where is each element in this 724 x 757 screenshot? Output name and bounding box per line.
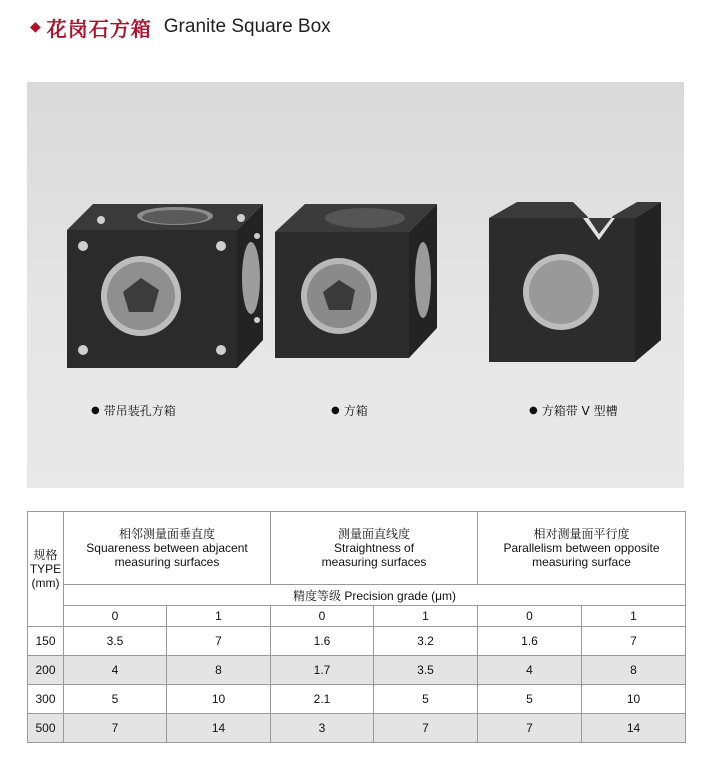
table-row: [28, 656, 686, 685]
parallelism-header: [478, 512, 686, 585]
table-row: [28, 714, 686, 743]
value-cell: 7: [374, 714, 478, 743]
type-cell: 150: [28, 627, 64, 656]
value-cell: 1.6: [478, 627, 582, 656]
grade-cell: 0: [478, 606, 582, 627]
type-header-cell: [28, 512, 64, 627]
grade-cell: 0: [64, 606, 167, 627]
value-cell: 8: [167, 656, 271, 685]
group-header-en: measuring surfaces: [321, 555, 427, 569]
table-row: [28, 627, 686, 656]
grade-cell: 0: [271, 606, 374, 627]
value-cell: 3.5: [374, 656, 478, 685]
value-cell: 10: [167, 685, 271, 714]
precision-spec-table: [27, 511, 686, 743]
group-header-cn: 相邻测量面垂直度: [119, 527, 216, 541]
value-cell: 4: [64, 656, 167, 685]
value-cell: 5: [374, 685, 478, 714]
cube-with-lifting-holes-image: [63, 200, 268, 370]
diamond-bullet-icon: ◆: [30, 19, 41, 35]
value-cell: 7: [478, 714, 582, 743]
group-header-en: Squareness between abjacent: [86, 541, 248, 555]
table-row: [28, 685, 686, 714]
type-cell: 200: [28, 656, 64, 685]
group-header-en: measuring surface: [532, 555, 631, 569]
type-cell: 500: [28, 714, 64, 743]
grade-cell: 1: [582, 606, 686, 627]
caption-lifting-hole-box: [91, 402, 176, 419]
value-cell: 10: [582, 685, 686, 714]
group-header-cn: 测量面直线度: [338, 527, 411, 541]
value-cell: 14: [582, 714, 686, 743]
square-box-v-groove-image: [487, 200, 663, 366]
value-cell: 1.7: [271, 656, 374, 685]
caption-text: 带吊装孔方箱: [103, 404, 176, 418]
caption-square-box: [331, 402, 368, 419]
group-header-en: measuring surfaces: [114, 555, 220, 569]
type-header-en: TYPE: [29, 562, 62, 576]
product-photo-panel: [27, 82, 684, 488]
title-chinese: 花岗石方箱: [46, 16, 152, 41]
straightness-header: [271, 512, 478, 585]
bullet-icon: ●: [529, 405, 538, 416]
squareness-header: [64, 512, 271, 585]
value-cell: 3: [271, 714, 374, 743]
group-header-cn: 相对测量面平行度: [533, 527, 630, 541]
value-cell: 3.5: [64, 627, 167, 656]
value-cell: 14: [167, 714, 271, 743]
group-header-en: Straightness of: [333, 541, 415, 555]
title-english: Granite Square Box: [163, 16, 331, 37]
grade-cell: 1: [167, 606, 271, 627]
value-cell: 7: [582, 627, 686, 656]
value-cell: 1.6: [271, 627, 374, 656]
value-cell: 2.1: [271, 685, 374, 714]
group-header-en: Parallelism between opposite: [503, 541, 660, 555]
value-cell: 4: [478, 656, 582, 685]
caption-v-groove-box: [529, 402, 618, 419]
bullet-icon: ●: [331, 405, 340, 416]
value-cell: 5: [478, 685, 582, 714]
table-header-row: [28, 512, 686, 585]
precision-grade-row: [28, 585, 686, 606]
value-cell: 5: [64, 685, 167, 714]
grade-values-row: [28, 606, 686, 627]
value-cell: 3.2: [374, 627, 478, 656]
page-title: [30, 12, 331, 42]
grade-cell: 1: [374, 606, 478, 627]
type-header-cn: 规格: [33, 548, 58, 562]
caption-text: 方箱: [343, 404, 368, 418]
type-header-unit: (mm): [31, 576, 60, 590]
type-cell: 300: [28, 685, 64, 714]
caption-text: 方箱带 V 型槽: [541, 404, 618, 418]
value-cell: 7: [167, 627, 271, 656]
square-box-image: [273, 202, 439, 362]
value-cell: 8: [582, 656, 686, 685]
value-cell: 7: [64, 714, 167, 743]
precision-grade-label: 精度等级 Precision grade (μm): [64, 585, 686, 606]
bullet-icon: ●: [91, 405, 100, 416]
